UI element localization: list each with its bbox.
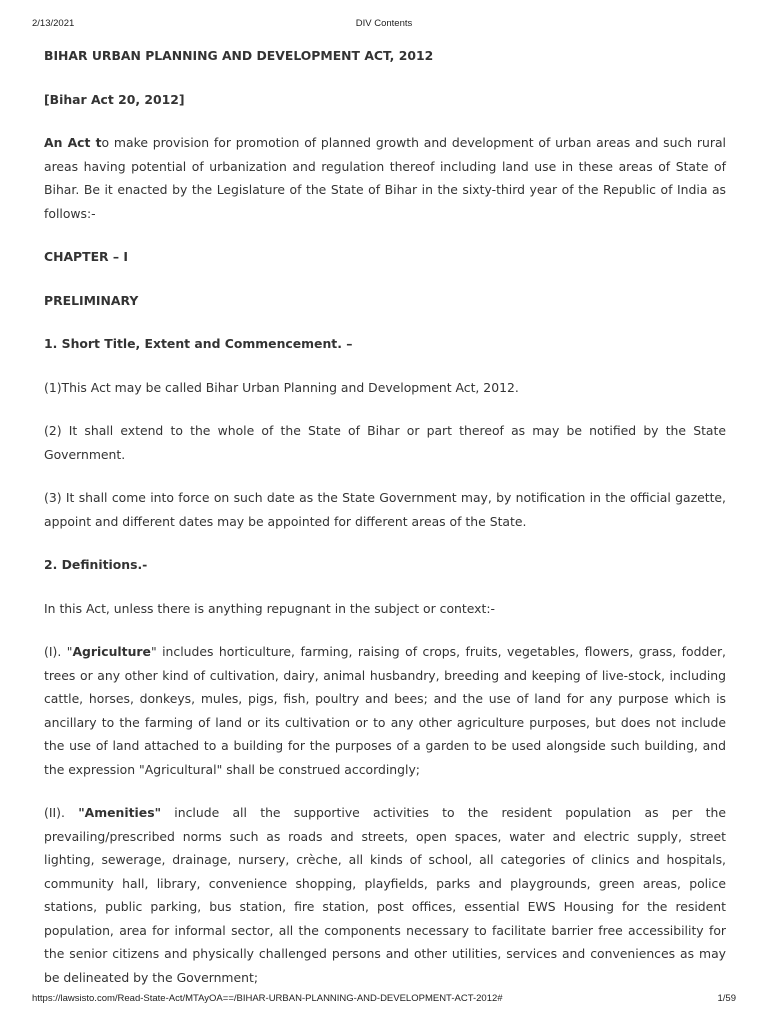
section-1-clause-1: (1)This Act may be called Bihar Urban Planning and Development Act, 2012. <box>44 379 519 395</box>
source-url-link[interactable]: https://lawsisto.com/Read-State-Act/MTAyOA==/BIHAR-URBAN-PLANNING-AND-DEVELOPMENT-ACT-2012# <box>32 993 503 1004</box>
document-body <box>44 44 726 989</box>
preamble-lead: An Act t <box>44 135 102 150</box>
section-1-heading: 1. Short Title, Extent and Commencement. – <box>44 336 353 351</box>
print-footer <box>32 993 736 1007</box>
print-header <box>32 18 736 32</box>
act-title: BIHAR URBAN PLANNING AND DEVELOPMENT ACT, 2012 <box>44 48 434 63</box>
definition-prefix: (II). <box>44 805 79 820</box>
definition-agriculture <box>44 640 726 781</box>
act-number: [Bihar Act 20, 2012] <box>44 91 185 107</box>
print-date: 2/13/2021 <box>32 18 75 29</box>
definition-text: include all the supportive activities to the resident population as per the prevailing/prescribed norms such as roads and streets, open spaces, water and electric supply, street lighting, sewerage, drainage, nursery, crèche, all kinds of school, all categories of clinics and hospitals, community hall, library, convenience shopping, playfields, parks and playgrounds, green areas, police stations, public parking, bus station, fire station, post offices, essential EWS Housing for the resident population, area for informal sector, all the components necessary to facilitate barrier free accessibility for the senior citizens and physically challenged persons and other utilities, services and conveniences as may be delineated by the Government; <box>44 805 726 985</box>
definition-term: "Amenities" <box>78 805 162 820</box>
definition-term: Agriculture <box>72 644 151 659</box>
preamble-text: o make provision for promotion of planned growth and development of urban areas and such rural areas having potential of urbanization and regulation thereof including land use in these areas of State of Bihar. Be it enacted by the Legislature of the State of Bihar in the sixty-third year of the Republic of India as follows:- <box>44 135 727 221</box>
preamble <box>44 131 726 225</box>
section-1-clause-2: (2) It shall extend to the whole of the State of Bihar or part thereof as may be notified by the State Government. <box>44 423 726 462</box>
page-counter: 1/59 <box>717 993 736 1004</box>
section-2-heading: 2. Definitions.- <box>44 557 148 572</box>
definition-amenities <box>44 801 726 989</box>
section-2-intro: In this Act, unless there is anything repugnant in the subject or context:- <box>44 600 496 616</box>
definition-prefix: (I). " <box>44 644 73 659</box>
definition-text: " includes horticulture, farming, raising of crops, fruits, vegetables, flowers, grass, fodder, trees or any other kind of cultivation, dairy, animal husbandry, breeding and keeping of live-stock, including cattle, horses, donkeys, mules, pigs, fish, poultry and bees; and the use of land for any purpose which is ancillary to the farming of land or its cultivation or to any other agriculture purposes, but does not include the use of land attached to a building for the purposes of a garden to be used alongside such building, and the expression "Agricultural" shall be construed accordingly; <box>44 644 726 777</box>
chapter-heading: CHAPTER – I <box>44 249 129 264</box>
section-1-clause-3: (3) It shall come into force on such date as the State Government may, by notification in the official gazette, appoint and different dates may be appointed for different areas of the State. <box>44 490 726 529</box>
print-title: DIV Contents <box>355 18 413 29</box>
chapter-title: PRELIMINARY <box>44 292 139 308</box>
